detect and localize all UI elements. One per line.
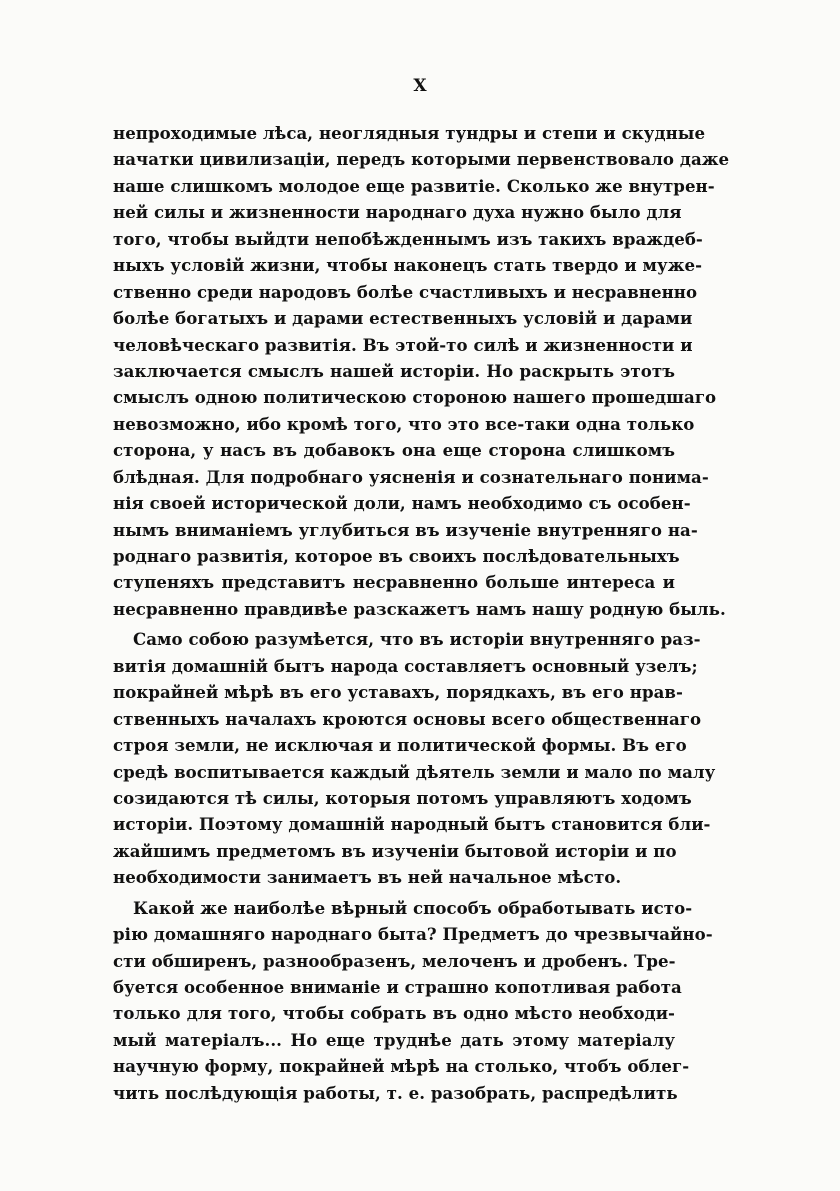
text-line: роднаго развитія, которое въ своихъ послѣдовательныхъ	[113, 546, 680, 566]
text-line: строя земли, не исключая и политической формы. Въ его	[113, 735, 687, 756]
text-line: мый матеріалъ... Но еще труднѣе дать этому матеріалу	[113, 1029, 675, 1050]
text-line: исторіи. Поэтому домашній народный бытъ становится бли-	[113, 814, 711, 835]
body-text	[113, 120, 730, 1106]
text-line: смыслъ одною политическою стороною нашего прошедшаго	[113, 387, 717, 408]
text-line: средѣ воспитывается каждый дѣятель земли и мало по малу	[113, 761, 716, 782]
paragraph-3	[113, 895, 713, 1107]
text-line: буется особенное вниманіе и страшно копотливая работа	[113, 977, 682, 997]
text-line: ступеняхъ представитъ несравненно больше интереса и	[113, 572, 675, 593]
text-line: начатки цивилизаціи, передъ которыми первенствовало даже	[113, 149, 730, 170]
text-line: Само собою разумѣется, что въ исторіи внутренняго раз-	[133, 629, 701, 650]
paragraph-2	[113, 626, 716, 890]
text-line: ственно среди народовъ болѣе счастливыхъ и несравненно	[113, 281, 698, 302]
text-line: нымъ вниманіемъ углубиться въ изученіе внутренняго на-	[113, 519, 698, 540]
text-line: сти обширенъ, разнообразенъ, мелоченъ и дробенъ. Тре-	[113, 950, 676, 971]
text-line: витія домашній бытъ народа составляетъ основный узелъ;	[113, 655, 698, 676]
text-line: нія своей исторической доли, намъ необходимо съ особен-	[113, 493, 691, 514]
text-line: ственныхъ началахъ кроются основы всего общественнаго	[113, 708, 702, 729]
text-line: Какой же наиболѣе вѣрный способъ обработывать исто-	[133, 897, 693, 918]
text-line: ныхъ условій жизни, чтобы наконецъ стать твердо и муже-	[113, 255, 703, 276]
text-line: заключается смыслъ нашей исторіи. Но раскрыть этотъ	[113, 360, 675, 381]
text-line: того, чтобы выйдти непобѣжденнымъ изъ такихъ враждеб-	[113, 228, 703, 249]
text-line: жайшимъ предметомъ въ изученіи бытовой исторіи и по	[113, 840, 677, 861]
text-line: ней силы и жизненности народнаго духа нужно было для	[113, 202, 682, 223]
text-line: человѣческаго развитія. Въ этой-то силѣ и жизненности и	[113, 334, 693, 355]
text-line: научную форму, покрайней мѣрѣ на столько, чтобъ облег-	[113, 1056, 690, 1077]
text-line: несравненно правдивѣе разскажетъ намъ нашу родную быль.	[113, 598, 726, 619]
text-line: рію домашняго народнаго быта? Предметъ до чрезвычайно-	[113, 924, 713, 945]
page-number: X	[413, 76, 427, 96]
text-line: покрайней мѣрѣ въ его уставахъ, порядкахъ, въ его нрав-	[113, 682, 683, 703]
text-line: непроходимые лѣса, неоглядныя тундры и степи и скудные	[113, 123, 706, 143]
text-line: созидаются тѣ силы, которыя потомъ управляютъ ходомъ	[113, 787, 692, 808]
text-line: болѣе богатыхъ и дарами естественныхъ условій и дарами	[113, 308, 693, 329]
paragraph-1	[113, 120, 730, 622]
text-line: блѣдная. Для подробнаго уясненія и сознательнаго понима-	[113, 466, 709, 487]
text-line: сторона, у насъ въ добавокъ она еще сторона слишкомъ	[113, 440, 675, 461]
text-line: невозможно, ибо кромѣ того, что это все-таки одна только	[113, 413, 695, 434]
text-line: только для того, чтобы собрать въ одно мѣсто необходи-	[113, 1003, 675, 1024]
text-line: наше слишкомъ молодое еще развитіе. Сколько же внутрен-	[113, 175, 715, 196]
text-line: чить послѣдующія работы, т. е. разобрать, распредѣлить	[113, 1082, 678, 1103]
text-line: необходимости занимаетъ въ ней начальное мѣсто.	[113, 867, 622, 888]
